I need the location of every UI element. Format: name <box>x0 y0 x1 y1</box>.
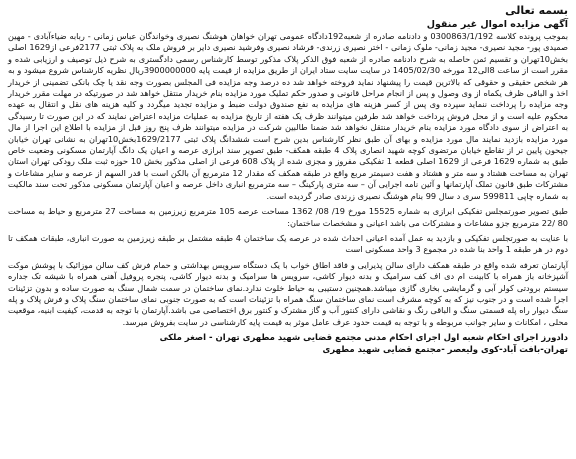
paragraph-apartment-description: آپارتمان تعرفه شده واقع در طبقه همکف دارای سالن پذیرایی و فاقد اطاق خواب با یک دستگاه سرویس بهداشتی و حمام فرش کف سالن موزائیک با پوشش موکت آشپزخانه باز همراه با کابینت ام دی اف کف سرامیک و بدنه دیوار کاشی، سرویس ها سرامیک و بدنه دیوار کاشی، پنجره پروفیل آهنی همراه با شیشه تک جداره سیستم برودتی کولر آبی و گرمایشی بخاری گازی میباشد.همچنین دستیبی به حیاط خلوت ندارد.نمای ساختمان در سمت شمال سنگ به صورت ساده و بدون تزئینات اجرا شده است و در جنوب نیز که به کوچه مشرف است نمای ساختمان سنگ همراه با تزئینات است که به صورت جنوبی نمای ساختمان سنگ پلاک و فرش پلاک و پله سنگ دیوار راه پله قسمتی سنگ و الباقی رنگ و نقاشی دارای کنتور آب و گاز مشترک و کنتور برق اختصاصی می باشد.آپارتمان با توجه به قدمت، کیفیت ابنیه، موقعیت محلی ، امکانات و سایر جوانب مربوطه و با توجه به قیمت حدود عرف عامل موثر به قیمت پایه کارشناسی در سایت بفروش میرسد. <box>8 259 568 327</box>
notice-title: آگهی مزایده اموال غیر منقول <box>426 19 568 30</box>
paragraph-segregation-minutes: طبق تصویر صورتمجلس تفکیکی ابرازی به شماره 15525 مورخ 19/ 08/ 1362 مساحت عرصه 105 مترمربع زیرزمین به مساحت 27 مترمربع و حیاط به مساحت 80 /22 مترمربع جزو مشاعات و مشترکات می باشد اعیانی و مشخصات ساختمان: <box>8 206 568 228</box>
paragraph-building-description: با عنایت به صورتجلس تفکیکی و بازدید به عمل آمده اعیانی احداث شده در عرصه یک ساختمان 4 طبقه مشتمل بر طبقه زیرزمین به صورت انباری، طبقات همکف تا دوم در هر طبقه 1 واحد بنا شده در مجموع 3 واحد مسکونی است <box>8 232 568 255</box>
paragraph-case-details: بموجب پرونده کلاسه 0300863/1/192 و دادنامه صادره از شعبه192دادگاه عمومی تهران خواهان هوشنگ نصیری وخواندگان عباس زمانی - ربابه ضیاءآبادی - مهین صمیدی پور- مجید نصیری- مجید زمانی- ملوک زمانی - اختر نصیری زرندی- فرشاد نصیری وفرشید نصیری دایر بر فروش ملک به پلاک ثبتی 2177فرعی از1629 اصلی بخش10تهران و تقسیم ثمن حاصله به شرح دادنامه صادره از شعبه فوق الذکر پلاک مذکور توسط کارشناس رسمی دادگستری به شرح ذیل توصیف و ارزیابی شده و مقرر است از ساعت 8الی12 مورخه 1405/02/30 در سایت سایت ستاد ایران از طریق مزایده از قیمت پایه 3900000000ریال نظریه کارشناس شروع میشود و به هر شخص حقیقی و حقوقی که بالاترین قیمت را پیشنهاد نماید فروخته خواهد شد ده درصد وجه مزایده فی المجلس بصورت وجه نقد یا چک بانکی تضمینی از خریدار اخذ و الباقی ظرف یکماه از وی وصول و پس از انجام مراحل قانونی و صدور حکم تملیک مورد مزایده بنام خریدار منتقل خواهد شد در صورتیکه در مهلت مقرر خریدار وجه مزایده را پرداخت ننماید سپرده وی پس از کسر هزینه های مزایده به نفع صندوق دولت ضبط و مزایده تجدید میگردد و کلیه هزینه های نقل و انتقال به عهده محکوم علیه است و از محل فروش پرداخت خواهد شد طرفین میتوانند ظرف یک هفته از تاریخ مزایده به عملیات مزایده اعتراض نمایند که در این صورت تا رسیدگی به اعتراض از سوی دادگاه مورد مزایده بنام خریدار منتقل نخواهد شد ضمنا طالبین شرکت در مزایده میتوانند ظرف پنج روز قبل از مزایده با اطلاع این اجرا از مال مورد مزایده بازدید نمایند مال مورد مزایده و بهای آن طبق نظر کارشناس بدین شرح است ششدانگ پلاک ثبتی 1629/2177بخش10تهران به نشانی تهران خیابان جیحون پایین تر از تقاطع خیابان مرتضوی کوچه شهید انصاری پلاک 4 طبقه همکف- طبق تصویر سند ابرازی عرصه و اعیان یک دانگ آپارتمان مسکونی وضعیت خاص طبق به شماره 1629 فرعی از 1629 اصلی قطعه 1 تفکیکی مفروز و مجزی شده از پلاک 608 فرعی از اصلی مذکور بخش 10 حوزه ثبت ملک رودکی تهران استان تهران به مساحت هشتاد و سه متر و هشتاد و هفت دسیمتر مربع واقع در طبقه همکف که مقدار 12 مترمربع آن بالکن است با قدر السهم از عرصه و سایر مشاعات و مشترکات طبق قانون تملک آپارتمانها و آئین نامه اجرایی آن – سه متری پارکینگ – سه مترمربع انباری داخل عرصه و اعیان آپارتمان مسکونی مذکور تحت سند مالکیت به شماره چاپی 599811 سری د سال 99 بنام هوشنگ نصیری زرندی صادر گردیده است. <box>8 31 569 201</box>
bismillah-heading: بسمه تعالی <box>505 4 568 17</box>
address-line: تهران-بافت آباد-کوی ولیعصر -مجتمع قضایی شهید مطهری <box>322 345 568 356</box>
signature-line: دادورز اجرای احکام شعبه اول اجرای احکام مدنی مجتمع قضایی شهید مطهری تهران - اصغر ملکی <box>159 333 568 344</box>
